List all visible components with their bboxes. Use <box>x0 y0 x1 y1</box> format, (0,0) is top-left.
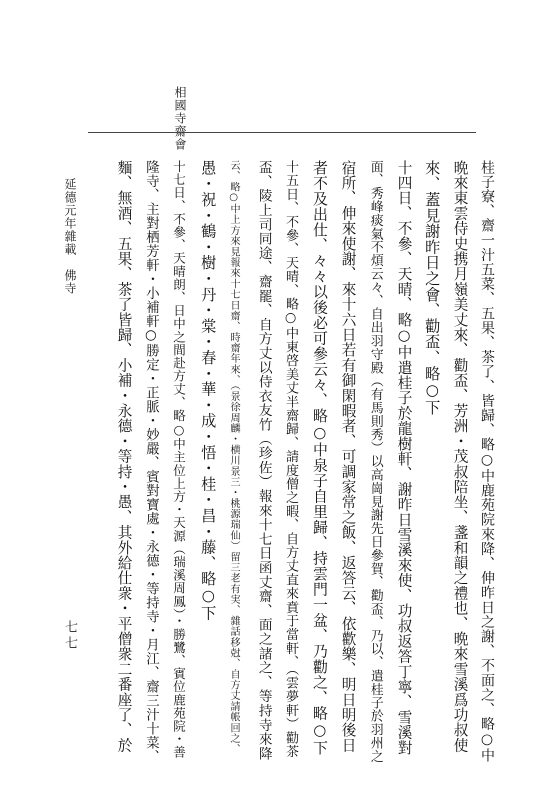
text-column: 晩來東雲侍史携月嶺美丈來、勸盃、芳洲・茂叔陪坐、盞和韻之禮也、晩來雪溪爲功叔使 <box>451 160 469 753</box>
text-column: 云、略○中上方來見報來十七日齋、時齋年來、（景徐周麟・横川景三・桃源瑞仙）留三老有実、雜話移尅、自方丈請帳回之、 <box>228 160 240 755</box>
text-column: 十七日、不參、天晴朗、日中之間赴方丈、略○中主位上方・天源（瑞溪周鳳）・勝鷺、賓位鹿苑院・善 <box>171 160 187 759</box>
text-column: 盃、陵上司同途、齋罷、自方丈以侍衣友竹（珍佐）報來十七日函丈齋、面之諸之、等持寺來降 <box>255 160 272 761</box>
text-column: 十四日、不參、天晴、略○中遣桂子於龍樹軒、謝昨日雪溪來使、功叔返答丁寧、雪溪對 <box>395 160 413 756</box>
text-column: 者不及出仕、々々以後必可參云々、略○中泉子自里歸、持雲門一盆、乃勸之、略○下 <box>310 160 329 756</box>
book-title: 延德元年雜載 佛寺 <box>63 178 77 295</box>
text-column: 桂子寮、齋一汁五菜、五果、茶了、皆歸、略○中鹿苑院來降、伸昨日之謝、不面之、略○中 <box>479 160 495 763</box>
page-number: 七七 <box>62 620 77 652</box>
running-title: 相國寺齋會 <box>173 86 187 151</box>
text-column: 來、蓋見謝昨日之會、勸盃、略○下 <box>423 160 442 416</box>
text-column: 愚・祝・鶴・樹・丹・棠・春・華・成・悟・桂・昌・藤、略○下 <box>199 160 218 621</box>
text-column: 十五日、不參、天晴、略○中東啓美丈半齋歸、請度僧之暇、自方丈直來賁于當軒、（雲夢軒）勸茶 <box>283 160 299 759</box>
text-column: 宿所、伸來使謝、來十六日若有御閑暇者、可調家常之飯、返答云、依歡樂、明日明後日 <box>339 160 357 753</box>
header-rule <box>88 132 476 133</box>
text-column: 麵、無酒、五果、茶了皆歸、小補・永德・等持・愚、其外給仕衆・平僧衆二番座了、於 <box>115 160 133 753</box>
text-column: 隆寺、主對栖芳軒・小補軒○勝定・正脈・妙嚴、賓對寶處・永德・等持寺・月江、齋三汁十菜、 <box>143 160 159 764</box>
text-column: 面、秀峰痰氣不煩云々、自出羽守殿（有馬則秀）以高崗見謝先日參賀、勸盃、乃以、遣桂子於羽州之 <box>367 160 383 763</box>
